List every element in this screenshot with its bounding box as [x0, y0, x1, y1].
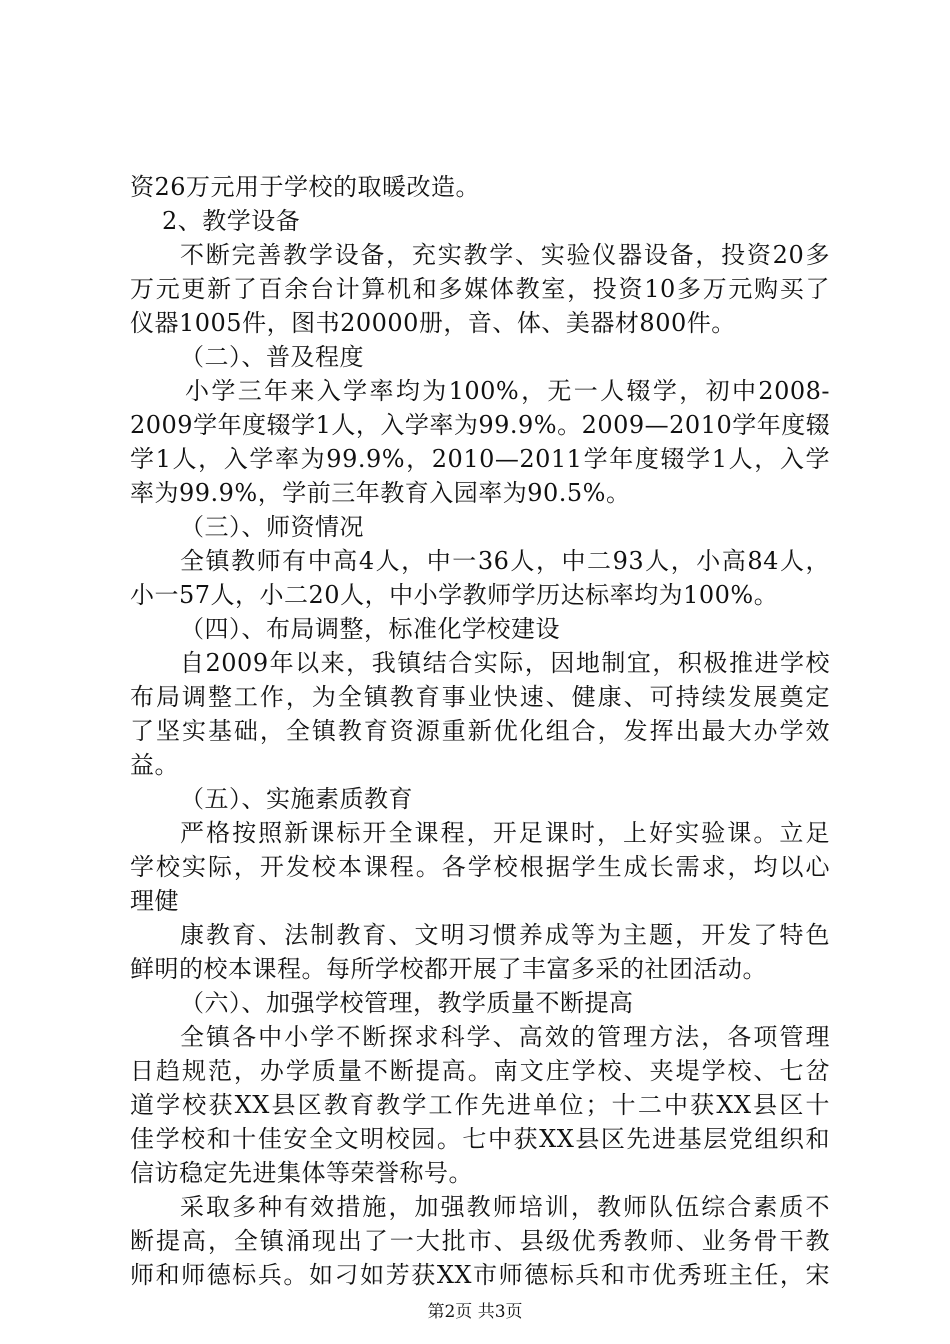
text-line: 断提高，全镇涌现出了一大批市、县级优秀教师、业务骨干教: [130, 1227, 830, 1255]
section-heading: （五）、实施素质教育: [180, 785, 413, 813]
text-line: 师和师德标兵。如刁如芳获XX市师德标兵和市优秀班主任，宋: [130, 1261, 830, 1289]
text-line: 康教育、法制教育、文明习惯养成等为主题，开发了特色: [180, 921, 830, 949]
text-line: 学校实际，开发校本课程。各学校根据学生成长需求，均以心: [130, 853, 830, 881]
section-heading: 2、教学设备: [162, 207, 301, 235]
text-line: 不断完善教学设备，充实教学、实验仪器设备，投资20多: [180, 241, 830, 269]
text-line: 2009学年度辍学1人，入学率为99.9%。2009—2010学年度辍: [130, 411, 831, 439]
text-line: 学1人，入学率为99.9%，2010—2011学年度辍学1人，入学: [130, 445, 830, 473]
text-line: 鲜明的校本课程。每所学校都开展了丰富多采的社团活动。: [130, 955, 767, 983]
text-line: 道学校获XX县区教育教学工作先进单位；十二中获XX县区十: [130, 1091, 830, 1119]
text-line: 自2009年以来，我镇结合实际，因地制宜，积极推进学校: [180, 649, 830, 677]
text-line: 全镇教师有中高4人，中一36人，中二93人，小高84人，: [180, 547, 830, 575]
text-line: 日趋规范，办学质量不断提高。南文庄学校、夹堤学校、七岔: [130, 1057, 830, 1085]
text-line: 信访稳定先进集体等荣誉称号。: [130, 1159, 473, 1187]
text-line: 布局调整工作，为全镇教育事业快速、健康、可持续发展奠定: [130, 683, 830, 711]
text-line: 了坚实基础，全镇教育资源重新优化组合，发挥出最大办学效: [130, 717, 830, 745]
text-line: 仪器1005件，图书20000册，音、体、美器材800件。: [130, 309, 736, 337]
section-heading: （四）、布局调整，标准化学校建设: [180, 615, 560, 643]
text-line: 理健: [130, 887, 179, 915]
text-line: 小学三年来入学率均为100%，无一人辍学，初中2008-: [185, 377, 830, 405]
text-line: 率为99.9%，学前三年教育入园率为90.5%。: [130, 479, 631, 507]
text-line: 严格按照新课标开全课程，开足课时，上好实验课。立足: [180, 819, 830, 847]
text-line: 采取多种有效措施，加强教师培训，教师队伍综合素质不: [180, 1193, 830, 1221]
text-line: 万元更新了百余台计算机和多媒体教室，投资10多万元购买了: [130, 275, 830, 303]
text-line: 益。: [130, 751, 179, 779]
section-heading: （三）、师资情况: [180, 513, 364, 541]
text-line: 全镇各中小学不断探求科学、高效的管理方法，各项管理: [180, 1023, 830, 1051]
section-heading: （二）、普及程度: [180, 343, 364, 371]
page-footer: 第2页 共3页: [427, 1302, 523, 1322]
text-line: 资26万元用于学校的取暖改造。: [130, 173, 481, 201]
text-line: 小一57人，小二20人，中小学教师学历达标率均为100%。: [130, 581, 779, 609]
text-line: 佳学校和十佳安全文明校园。七中获XX县区先进基层党组织和: [130, 1125, 830, 1153]
section-heading: （六）、加强学校管理，教学质量不断提高: [180, 989, 634, 1017]
